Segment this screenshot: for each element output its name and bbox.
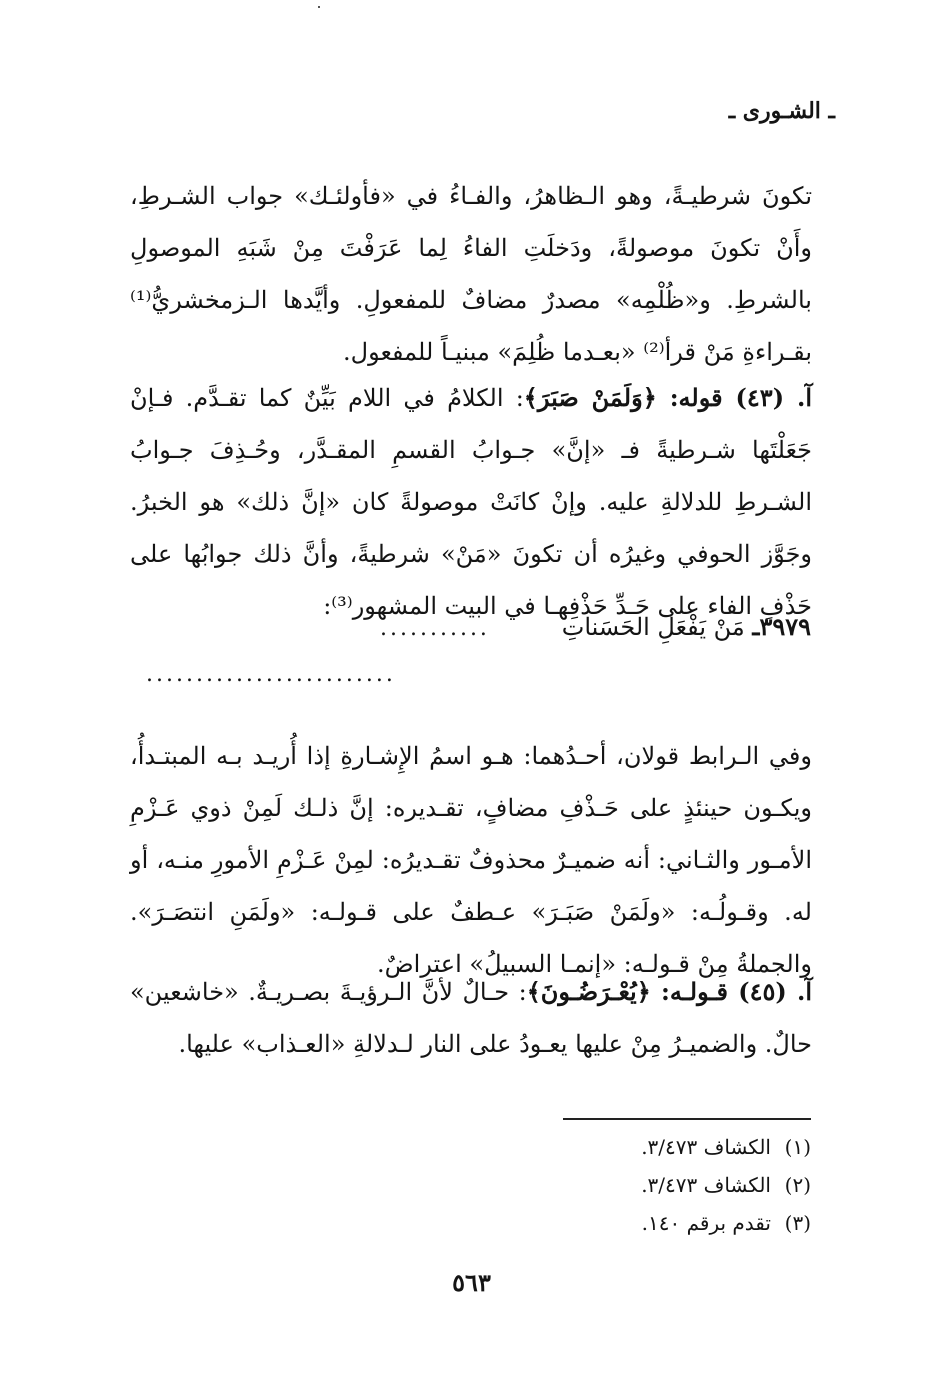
footnote-number: (١) — [784, 1135, 811, 1159]
footnotes — [641, 1128, 811, 1242]
verse-text: مَنْ يَفْعَلِ الحَسَناتِ — [561, 613, 745, 641]
footnote-divider — [563, 1118, 811, 1120]
poetry-verse — [562, 612, 811, 641]
quran-quote-45: ﴿يُعْـرَضُـونَ﴾ — [526, 977, 651, 1006]
footnote-text: تقدم برقم ١٤٠. — [641, 1211, 771, 1235]
footnote-1 — [641, 1128, 811, 1166]
footnote-text: الكشاف ٣/٤٧٣. — [641, 1135, 771, 1159]
verse-ellipsis-1: ........... — [380, 616, 490, 641]
footnote-text: الكشاف ٣/٤٧٣. — [641, 1173, 771, 1197]
scan-speck — [318, 6, 320, 8]
paragraph-2-text: : الكلامُ في اللام بَيِّنٌ كما تقـدَّم. فـإنْ جَعَلْتَها شـرطيةً فـ «إنَّ» جـوابُ القسمِ المقـدَّر، وحُـذِفَ جـوابُ الشـرطِ للدلالةِ عليه. وإنْ كانَتْ موصولةً كان «إنَّ ذلك» هو الخبرُ. وجَوَّز الحوفي وغيرُه أن تكونَ «مَنْ» شرطيةً، وأنَّ ذلك جوابُها على حَذْفِ الفاء على حَـدِّ حَذْفِهـا في البيت المشهور⁽³⁾: — [130, 384, 813, 620]
paragraph-2-verse-43 — [130, 372, 812, 632]
running-header: ـ الشـوری ـ — [728, 98, 835, 124]
paragraph-1: تكونَ شرطيـةً، وهو الـظاهرُ، والفـاءُ في «فأولئـك» جواب الشـرطِ، وأَنْ تكونَ موصولةً، ودَخلَتِ الفاءُ لِما عَرَفْتَ مِنْ شَبَهِ الموصولِ بالشرطِ. و«ظُلْمِه» مصدرٌ مضافٌ للمفعولِ. وأيَّدها الـزمخشريُّ⁽¹⁾ بقـراءةِ مَنْ قرأ⁽²⁾ «بعـدما ظُلِمَ» مبنيـاً للمفعول. — [130, 182, 812, 366]
footnote-number: (٢) — [784, 1173, 811, 1197]
footnote-number: (٣) — [784, 1211, 811, 1235]
verse-ref-43: آ. (٤٣) قوله: — [656, 383, 813, 412]
page-number: ٥٦٣ — [452, 1268, 491, 1297]
paragraph-4-verse-45 — [130, 966, 812, 1070]
footnote-3 — [641, 1204, 811, 1242]
verse-ellipsis-2: ......................... — [146, 662, 396, 687]
quran-quote-43: ﴿وَلَمَنْ صَبَرَ﴾ — [523, 383, 657, 412]
footnote-2 — [641, 1166, 811, 1204]
verse-number: ٣٩٧٩ـ — [752, 612, 811, 641]
verse-ref-45: آ. (٤٥) قـولـه: — [650, 977, 812, 1006]
paragraph-4-text: : حـالٌ لأنَّ الـرؤيـةَ بصـريـةٌ. «خاشعين» حالٌ. والضميـرُ مِنْ عليها يعـودُ على النار لـدلالةِ «العـذاب» عليها. — [130, 978, 812, 1058]
paragraph-3: وفي الـرابط قولان، أحـدُهما: هـو اسمُ الإِشـارةِ إذا أُريـد بـه المبتـدأُ، ويكـون حينئذٍ على حَـذْفِ مضافٍ، تقـديره: إنَّ ذلـك لَمِنْ ذوي عَـزْمِ الأمـور والثـاني: أنه ضميـرٌ محذوفٌ تقـديرُه: لمِنْ عَـزْمِ الأمورِ منـه، أو له. وقـولُـه: «ولَمَنْ صَبَـرَ» عـطفٌ على قـولـه: «ولَمَنِ انتصَـرَ». والجملةُ مِنْ قـولـه: «إنمـا السبيلُ» اعتراضٌ. — [130, 742, 813, 978]
